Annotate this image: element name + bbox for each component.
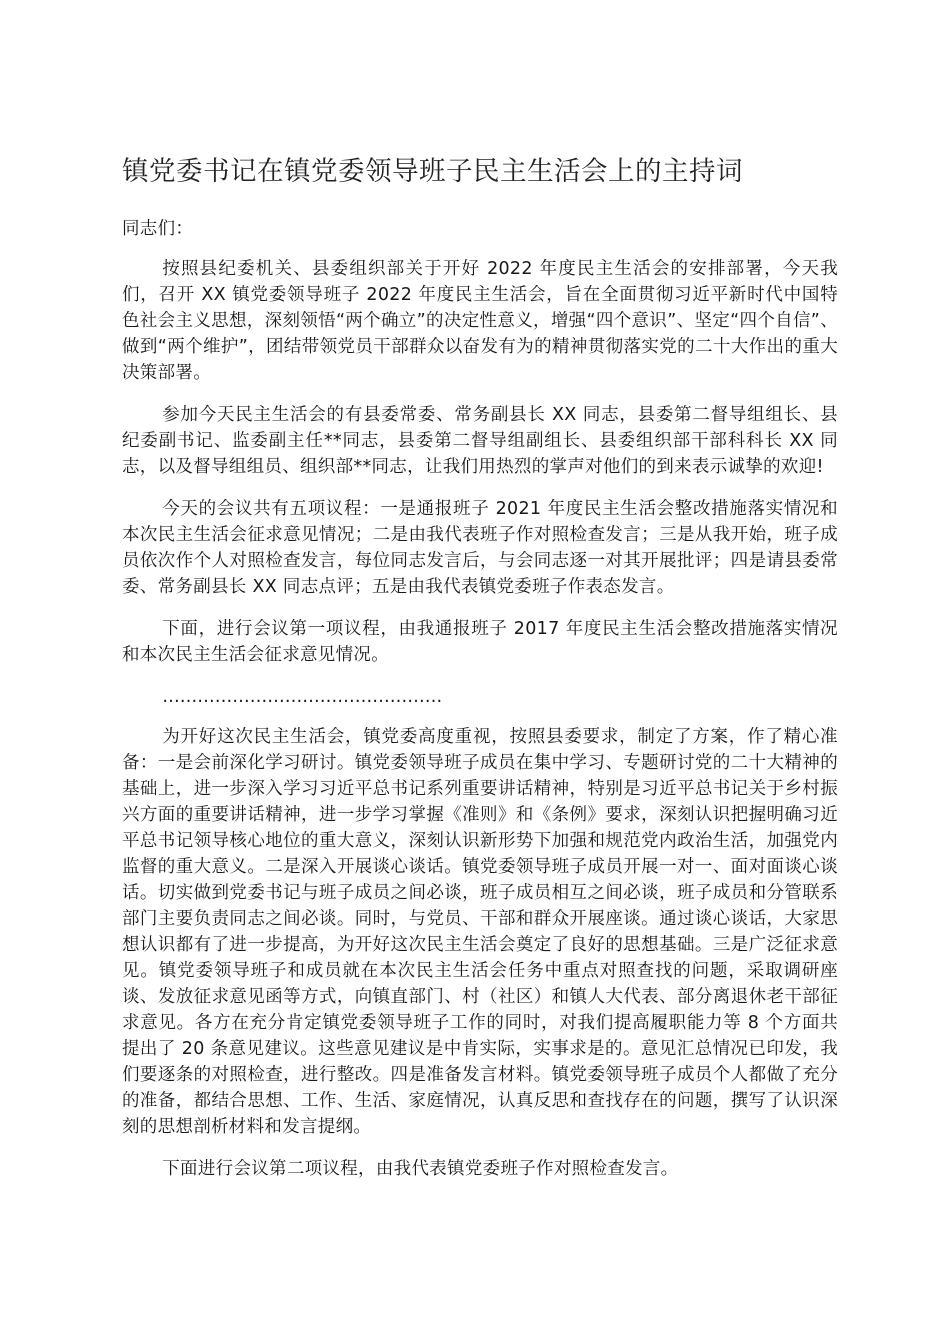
salutation: 同志们： (122, 219, 194, 239)
document-title: 镇党委书记在镇党委领导班子民主生活会上的主持词 (122, 156, 743, 187)
paragraph-second-item: 下面进行会议第二项议程，由我代表镇党委班子作对照检查发言。 (162, 1159, 679, 1179)
document-page (122, 150, 838, 1198)
paragraph-preparation: 为开好这次民主生活会，镇党委高度重视，按照县委要求，制定了方案，作了精心准备：一是会前深化学习研讨。镇党委领导班子成员在集中学习、专题研讨党的二十大精神的基础上，进一步深入学习习近平总书记系列重要讲话精神，特别是习近平总书记关于乡村振兴方面的重要讲话精神，进一步学习掌握《准则》和《条例》要求，深刻认识把握明确习近平总书记领导核心地位的重大意义，深刻认识新形势下加强和规范党内政治生活，加强党内监督的重大意义。二是深入开展谈心谈话。镇党委领导班子成员开展一对一、面对面谈心谈话。切实做到党委书记与班子成员之间必谈，班子成员相互之间必谈，班子成员和分管联系部门主要负责同志之间必谈。同时，与党员、干部和群众开展座谈。通过谈心谈话，大家思想认识都有了进一步提高，为开好这次民主生活会奠定了良好的思想基础。三是广泛征求意见。镇党委领导班子和成员就在本次民主生活会任务中重点对照查找的问题，采取调研座谈、发放征求意见函等方式，向镇直部门、村（社区）和镇人大代表、部分离退休老干部征求意见。各方在充分肯定镇党委领导班子工作的同时，对我们提高履职能力等 8 个方面共提出了 20 条意见建议。这些意见建议是中肯实际，实事求是的。意见汇总情况已印发，我们要逐条的对照检查，进行整改。四是准备发言材料。镇党委领导班子成员个人都做了充分的准备，都结合思想、工作、生活、家庭情况，认真反思和查找存在的问题，撰写了认识深刻的思想剖析材料和发言提纲。 (122, 727, 838, 1137)
paragraph-opening: 按照县纪委机关、县委组织部关于开好 2022 年度民主生活会的安排部署，今天我们，召开 XX 镇党委领导班子 2022 年度民主生活会，旨在全面贯彻习近平新时代中国特色社会主义思想，深刻领悟“两个确立”的决定性意义，增强“四个意识”、坚定“四个自信”、做到“两个维护”，团结带领党员干部群众以奋发有为的精神贯彻落实党的二十大作出的重大决策部署。 (122, 259, 838, 383)
ellipsis-separator: ………………………………………… (162, 687, 443, 707)
paragraph-attendees: 参加今天民主生活会的有县委常委、常务副县长 XX 同志，县委第二督导组组长、县纪委副书记、监委副主任**同志，县委第二督导组副组长、县委组织部干部科科长 XX 同志，以及督导组组员、组织部**同志，让我们用热烈的掌声对他们的到来表示诚挚的欢迎! (122, 405, 838, 477)
paragraph-agenda: 今天的会议共有五项议程：一是通报班子 2021 年度民主生活会整改措施落实情况和本次民主生活会征求意见情况；二是由我代表班子作对照检查发言；三是从我开始，班子成员依次作个人对照检查发言，每位同志发言后，与会同志逐一对其开展批评；四是请县委常委、常务副县长 XX 同志点评；五是由我代表镇党委班子作表态发言。 (122, 499, 838, 597)
paragraph-first-item: 下面，进行会议第一项议程，由我通报班子 2017 年度民主生活会整改措施落实情况和本次民主生活会征求意见情况。 (122, 619, 838, 665)
